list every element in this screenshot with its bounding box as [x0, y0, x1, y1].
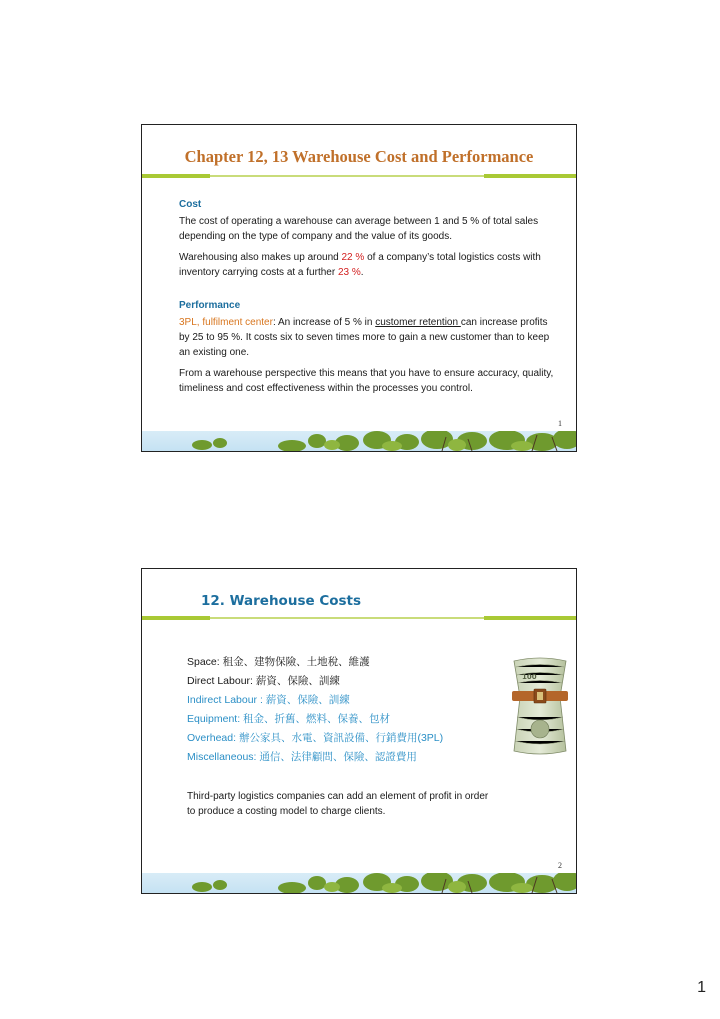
- sheet-number: 1: [697, 979, 706, 996]
- item-value: 租金、折舊、燃料、保養、包材: [240, 713, 391, 725]
- term-3pl: 3PL, fulfilment center: [179, 317, 273, 328]
- item-value: 薪資、保險、訓練: [252, 675, 340, 687]
- list-item-miscellaneous: [187, 748, 443, 767]
- item-label: Overhead:: [187, 732, 237, 744]
- slide-title: 12. Warehouse Costs: [201, 593, 362, 609]
- item-label: Equipment:: [187, 713, 241, 725]
- text-run: Warehousing also makes up around: [179, 252, 342, 263]
- performance-paragraph-2: From a warehouse perspective this means that you have to ensure accuracy, quality, timeliness and cost effectiveness within the processes you control.: [179, 368, 554, 394]
- item-label: Direct Labour:: [187, 675, 253, 687]
- percent-highlight: 22 %: [341, 252, 365, 263]
- list-item-overhead: [187, 729, 443, 748]
- tree-foliage-icon: [142, 873, 577, 893]
- text-run: of a company’s total logistics costs with inventory carrying costs at a further: [179, 252, 541, 278]
- slide-2: [141, 568, 577, 894]
- list-item-equipment: [187, 710, 443, 729]
- performance-heading: Performance: [179, 300, 241, 311]
- item-value: 通信、法律顧問、保險、認證費用: [256, 751, 417, 763]
- svg-text:100: 100: [522, 673, 537, 681]
- slide-body: [179, 197, 554, 402]
- page-number: 2: [558, 861, 562, 870]
- percent-highlight: 23 %: [337, 267, 361, 278]
- page-number: 1: [558, 419, 562, 428]
- money-stack-icon: [510, 657, 570, 757]
- third-party-note: Third-party logistics companies can add an element of profit in order to produce a costing model to charge clients.: [187, 791, 489, 817]
- slide-title: Chapter 12, 13 Warehouse Cost and Performance: [184, 147, 534, 166]
- item-value: 辦公家具、水電、資訊設備、行銷費用(3PL): [236, 732, 444, 744]
- customer-retention-link[interactable]: customer retention: [375, 317, 461, 328]
- cost-category-list: [187, 653, 443, 767]
- foliage-banner: [142, 873, 576, 893]
- cost-paragraph-1: The cost of operating a warehouse can average between 1 and 5 % of total sales depending on the type of company and the value of its goods.: [179, 216, 539, 242]
- cost-heading: Cost: [179, 199, 202, 210]
- list-item-space: [187, 653, 443, 672]
- cost-paragraph-2: [179, 250, 554, 280]
- performance-paragraph-1: [179, 315, 554, 360]
- text-run: can increase profits by 25 to 95 %. It costs six to seven times more to gain a new customer than to keep an existing one.: [179, 317, 550, 358]
- item-value: 薪資、保險、訓練: [262, 694, 350, 706]
- foliage-banner: [142, 431, 576, 451]
- slide-1: [141, 124, 577, 452]
- tree-foliage-icon: [142, 431, 577, 451]
- item-value: 租金、建物保險、土地稅、維護: [219, 656, 370, 668]
- item-label: Indirect Labour :: [187, 694, 263, 706]
- text-run: .: [360, 267, 364, 278]
- text-run: : An increase of 5 % in: [272, 317, 376, 328]
- item-label: Miscellaneous:: [187, 751, 257, 763]
- list-item-indirect-labour: [187, 691, 443, 710]
- list-item-direct-labour: [187, 672, 443, 691]
- item-label: Space:: [187, 656, 220, 668]
